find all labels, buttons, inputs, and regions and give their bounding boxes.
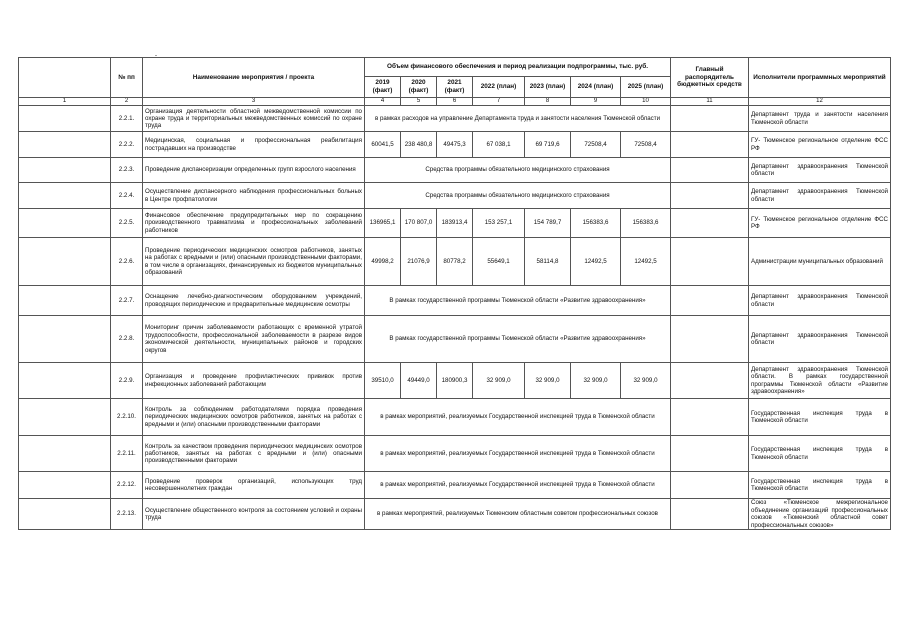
blank-cell (19, 286, 111, 316)
table-row (19, 106, 891, 132)
row-number: 2.2.2. (111, 132, 143, 158)
row-funding-text: В рамках государственной программы Тюменской области «Развитие здравоохранения» (365, 316, 671, 363)
row-value: 238 480,8 (401, 132, 437, 158)
row-measure-name: Контроль за качеством проведения периодических медицинских осмотров работников, занятых на работах с вредными и (или) опасными производственными факторами (143, 436, 365, 472)
budget-manager-cell (671, 363, 749, 399)
header-budget-manager: Главный распорядитель бюджетных средств (671, 58, 749, 98)
row-value: 156383,6 (621, 209, 671, 238)
table-row (19, 183, 891, 209)
row-number: 2.2.1. (111, 106, 143, 132)
table-row (19, 132, 891, 158)
header-row (19, 58, 891, 77)
blank-cell (19, 472, 111, 499)
row-funding-text: Средства программы обязательного медицинского страхования (365, 183, 671, 209)
row-value: 136965,1 (365, 209, 401, 238)
row-executor: Департамент здравоохранения Тюменской области. В рамках государственной программы Тюменской области «Развитие здравоохранения» (749, 363, 891, 399)
column-number: 9 (571, 98, 621, 106)
table-row (19, 158, 891, 183)
blank-cell (19, 316, 111, 363)
column-number: 8 (525, 98, 571, 106)
row-funding-text: в рамках расходов на управление Департамента труда и занятости населения Тюменской области (365, 106, 671, 132)
row-measure-name: Осуществление диспансерного наблюдения профессиональных больных в Центре профпатологии (143, 183, 365, 209)
column-number: 3 (143, 98, 365, 106)
header-year: 2025 (план) (621, 77, 671, 98)
row-value: 183913,4 (437, 209, 473, 238)
row-funding-text: в рамках мероприятий, реализуемых Государственной инспекцией труда в Тюменской области (365, 472, 671, 499)
row-executor: ГУ- Тюменское региональное отделение ФСС РФ (749, 209, 891, 238)
row-value: 49449,0 (401, 363, 437, 399)
row-executor: Департамент здравоохранения Тюменской области (749, 183, 891, 209)
header-blank (19, 58, 111, 98)
row-value: 80778,2 (437, 238, 473, 286)
row-executor: ГУ- Тюменское региональное отделение ФСС РФ (749, 132, 891, 158)
row-measure-name: Проведение диспансеризации определенных групп взрослого населения (143, 158, 365, 183)
blank-cell (19, 106, 111, 132)
header-year: 2022 (план) (473, 77, 525, 98)
table-row (19, 363, 891, 399)
column-number: 10 (621, 98, 671, 106)
blank-cell (19, 238, 111, 286)
row-value: 32 909,0 (525, 363, 571, 399)
budget-manager-cell (671, 209, 749, 238)
row-executor: Государственная инспекция труда в Тюменской области (749, 399, 891, 436)
column-number: 6 (437, 98, 473, 106)
table-row (19, 472, 891, 499)
row-funding-text: в рамках мероприятий, реализуемых Государственной инспекцией труда в Тюменской области (365, 399, 671, 436)
budget-manager-cell (671, 132, 749, 158)
row-value: 32 909,0 (621, 363, 671, 399)
blank-cell (19, 436, 111, 472)
row-funding-text: в рамках мероприятий, реализуемых Государственной инспекцией труда в Тюменской области (365, 436, 671, 472)
budget-manager-cell (671, 399, 749, 436)
table-row (19, 286, 891, 316)
row-executor: Государственная инспекция труда в Тюменской области (749, 436, 891, 472)
row-value: 21076,9 (401, 238, 437, 286)
header-year: 2019 (факт) (365, 77, 401, 98)
row-number: 2.2.3. (111, 158, 143, 183)
row-number: 2.2.6. (111, 238, 143, 286)
row-value: 156383,6 (571, 209, 621, 238)
row-number: 2.2.8. (111, 316, 143, 363)
header-year: 2021 (факт) (437, 77, 473, 98)
row-value: 170 807,0 (401, 209, 437, 238)
blank-cell (19, 132, 111, 158)
row-executor: Государственная инспекция труда в Тюменской области (749, 472, 891, 499)
budget-manager-cell (671, 472, 749, 499)
table-row (19, 316, 891, 363)
row-value: 58114,8 (525, 238, 571, 286)
row-value: 60041,5 (365, 132, 401, 158)
header-funding: Объем финансового обеспечения и период реализации подпрограммы, тыс. руб. (365, 58, 671, 77)
column-number: 4 (365, 98, 401, 106)
column-number: 12 (749, 98, 891, 106)
row-value: 153 257,1 (473, 209, 525, 238)
blank-cell (19, 183, 111, 209)
budget-manager-cell (671, 106, 749, 132)
row-value: 180900,3 (437, 363, 473, 399)
column-number: 2 (111, 98, 143, 106)
row-measure-name: Организация деятельности областной межведомственной комиссии по охране труда и территориальных межведомственных комиссий по охране труда (143, 106, 365, 132)
row-value: 49475,3 (437, 132, 473, 158)
column-number: 11 (671, 98, 749, 106)
row-value: 49998,2 (365, 238, 401, 286)
column-number: 1 (19, 98, 111, 106)
row-executor: Союз «Тюменское межрегиональное объединение организаций профессиональных союзов «Тюменский областной совет профессиональных союзов» (749, 499, 891, 530)
row-number: 2.2.9. (111, 363, 143, 399)
header-year: 2020 (факт) (401, 77, 437, 98)
row-measure-name: Осуществление общественного контроля за состоянием условий и охраны труда (143, 499, 365, 530)
budget-manager-cell (671, 499, 749, 530)
row-executor: Администрации муниципальных образований (749, 238, 891, 286)
blank-cell (19, 209, 111, 238)
row-measure-name: Проведение проверок организаций, использующих труд несовершеннолетних граждан (143, 472, 365, 499)
row-value: 55649,1 (473, 238, 525, 286)
row-measure-name: Организация и проведение профилактических прививок против инфекционных заболеваний работающим (143, 363, 365, 399)
table-row (19, 209, 891, 238)
blank-cell (19, 158, 111, 183)
row-executor: Департамент труда и занятости населения Тюменской области (749, 106, 891, 132)
row-measure-name: Оснащение лечебно-диагностическим оборудованием учреждений, проводящих периодические и предварительные медицинские осмотры (143, 286, 365, 316)
row-number: 2.2.7. (111, 286, 143, 316)
header-measure-name: Наименование мероприятия / проекта (143, 58, 365, 98)
header-year: 2024 (план) (571, 77, 621, 98)
row-value: 39510,0 (365, 363, 401, 399)
header-year: 2023 (план) (525, 77, 571, 98)
row-value: 154 789,7 (525, 209, 571, 238)
header-executors: Исполнители программных мероприятий (749, 58, 891, 98)
row-value: 32 909,0 (473, 363, 525, 399)
budget-manager-cell (671, 316, 749, 363)
row-measure-name: Медицинская, социальная и профессиональная реабилитация пострадавших на производстве (143, 132, 365, 158)
table-row (19, 238, 891, 286)
budget-manager-cell (671, 158, 749, 183)
row-measure-name: Финансовое обеспечение предупредительных мер по сокращению производственного травматизма и профессиональных заболеваний работников (143, 209, 365, 238)
row-value: 12492,5 (621, 238, 671, 286)
budget-manager-cell (671, 286, 749, 316)
corner-mark: - (155, 53, 157, 59)
row-value: 12492,5 (571, 238, 621, 286)
row-number: 2.2.10. (111, 399, 143, 436)
column-numbers-row (19, 98, 891, 106)
budget-manager-cell (671, 436, 749, 472)
table-row (19, 399, 891, 436)
row-value: 72508,4 (571, 132, 621, 158)
row-executor: Департамент здравоохранения Тюменской области (749, 286, 891, 316)
row-value: 69 719,6 (525, 132, 571, 158)
budget-manager-cell (671, 238, 749, 286)
row-funding-text: В рамках государственной программы Тюменской области «Развитие здравоохранения» (365, 286, 671, 316)
table-row (19, 499, 891, 530)
row-value: 67 038,1 (473, 132, 525, 158)
column-number: 5 (401, 98, 437, 106)
program-table-sheet (18, 57, 891, 530)
row-value: 32 909,0 (571, 363, 621, 399)
blank-cell (19, 363, 111, 399)
row-value: 72508,4 (621, 132, 671, 158)
row-funding-text: в рамках мероприятий, реализуемых Тюменским областным советом профессиональных союзов (365, 499, 671, 530)
row-measure-name: Контроль за соблюдением работодателями порядка проведения периодических медицинских осмотров работников, занятых на работах с вредными и (или) опасными производственными факторами (143, 399, 365, 436)
row-number: 2.2.11. (111, 436, 143, 472)
table-row (19, 436, 891, 472)
blank-cell (19, 399, 111, 436)
row-funding-text: Средства программы обязательного медицинского страхования (365, 158, 671, 183)
header-number: № пп (111, 58, 143, 98)
row-executor: Департамент здравоохранения Тюменской области (749, 158, 891, 183)
program-measures-table (18, 57, 891, 530)
row-measure-name: Мониторинг причин заболеваемости работающих с временной утратой трудоспособности, профессиональной заболеваемости в разрезе видов экономической деятельности, муниципальных районов и городских округов (143, 316, 365, 363)
row-number: 2.2.5. (111, 209, 143, 238)
row-number: 2.2.12. (111, 472, 143, 499)
row-measure-name: Проведение периодических медицинских осмотров работников, занятых на работах с вредными и (или) опасными производственными факторами, в том числе в организациях, финансируемых из бюджетов муниципальных образований (143, 238, 365, 286)
row-number: 2.2.4. (111, 183, 143, 209)
column-number: 7 (473, 98, 525, 106)
row-executor: Департамент здравоохранения Тюменской области (749, 316, 891, 363)
blank-cell (19, 499, 111, 530)
row-number: 2.2.13. (111, 499, 143, 530)
budget-manager-cell (671, 183, 749, 209)
